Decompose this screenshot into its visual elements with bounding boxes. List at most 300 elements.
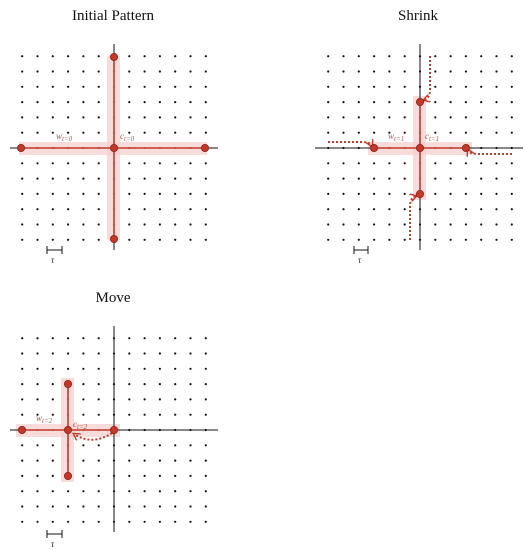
grid-dot bbox=[205, 383, 207, 385]
grid-dot bbox=[434, 223, 436, 225]
grid-dot bbox=[404, 132, 406, 134]
grid-dot bbox=[404, 193, 406, 195]
grid-dot bbox=[144, 337, 146, 339]
grid-dot bbox=[144, 368, 146, 370]
grid-dot bbox=[98, 86, 100, 88]
grid-dot bbox=[465, 86, 467, 88]
grid-dot bbox=[144, 383, 146, 385]
grid-dot bbox=[342, 55, 344, 57]
grid-dot bbox=[388, 162, 390, 164]
grid-dot bbox=[159, 101, 161, 103]
grid-dot bbox=[495, 101, 497, 103]
grid-dot bbox=[67, 86, 69, 88]
grid-dot bbox=[342, 239, 344, 241]
grid-dot bbox=[205, 55, 207, 57]
grid-dot bbox=[342, 70, 344, 72]
node-bottom bbox=[110, 235, 117, 242]
grid-dot bbox=[21, 460, 23, 462]
grid-dot bbox=[21, 398, 23, 400]
grid-dot bbox=[465, 132, 467, 134]
grid-dot bbox=[174, 70, 176, 72]
panel-shrink bbox=[315, 44, 523, 265]
grid-dot bbox=[21, 101, 23, 103]
grid-dot bbox=[21, 352, 23, 354]
grid-dot bbox=[205, 490, 207, 492]
grid-dot bbox=[98, 239, 100, 241]
grid-dot bbox=[144, 70, 146, 72]
grid-dot bbox=[342, 208, 344, 210]
grid-dot bbox=[67, 223, 69, 225]
grid-dot bbox=[327, 101, 329, 103]
grid-dot bbox=[511, 55, 513, 57]
grid-dot bbox=[450, 55, 452, 57]
grid-dot bbox=[388, 55, 390, 57]
grid-dot bbox=[128, 193, 130, 195]
panel-move bbox=[10, 326, 218, 549]
grid-dot bbox=[67, 352, 69, 354]
grid-dot bbox=[21, 505, 23, 507]
svg-text:τ: τ bbox=[51, 539, 55, 549]
grid-dot bbox=[174, 86, 176, 88]
grid-dot bbox=[128, 223, 130, 225]
grid-dot bbox=[373, 101, 375, 103]
grid-dot bbox=[82, 116, 84, 118]
grid-dot bbox=[82, 475, 84, 477]
grid-dot bbox=[21, 193, 23, 195]
grid-dot bbox=[159, 239, 161, 241]
grid-dot bbox=[358, 208, 360, 210]
grid-dot bbox=[342, 223, 344, 225]
shrink-arrow-left bbox=[328, 142, 372, 146]
grid-dot bbox=[144, 521, 146, 523]
grid-dot bbox=[205, 505, 207, 507]
grid-dot bbox=[128, 178, 130, 180]
grid-dot bbox=[144, 193, 146, 195]
shrink-arrow-right bbox=[468, 150, 512, 154]
grid-dot bbox=[128, 162, 130, 164]
grid-dot bbox=[511, 86, 513, 88]
grid-dot bbox=[174, 505, 176, 507]
grid-dot bbox=[327, 116, 329, 118]
grid-dot bbox=[327, 193, 329, 195]
grid-dot bbox=[388, 101, 390, 103]
grid-dot bbox=[21, 178, 23, 180]
grid-dot bbox=[36, 383, 38, 385]
grid-dot bbox=[82, 368, 84, 370]
grid-dot bbox=[52, 352, 54, 354]
grid-dot bbox=[36, 162, 38, 164]
grid-dot bbox=[128, 368, 130, 370]
grid-dot bbox=[98, 352, 100, 354]
grid-dot bbox=[82, 178, 84, 180]
grid-dot bbox=[358, 86, 360, 88]
grid-dot bbox=[174, 337, 176, 339]
node-center bbox=[64, 426, 71, 433]
grid-dot bbox=[205, 70, 207, 72]
grid-dot bbox=[434, 70, 436, 72]
grid-dot bbox=[144, 101, 146, 103]
grid-dot bbox=[67, 208, 69, 210]
grid-dot bbox=[159, 116, 161, 118]
grid-dot bbox=[52, 337, 54, 339]
grid-dot bbox=[404, 178, 406, 180]
grid-dot bbox=[52, 223, 54, 225]
grid-dot bbox=[450, 239, 452, 241]
grid-dot bbox=[480, 116, 482, 118]
grid-dot bbox=[189, 352, 191, 354]
grid-dot bbox=[159, 132, 161, 134]
grid-dot bbox=[98, 55, 100, 57]
grid-dot bbox=[82, 101, 84, 103]
grid-dot bbox=[144, 132, 146, 134]
grid-dot bbox=[144, 162, 146, 164]
grid-dot bbox=[21, 162, 23, 164]
grid-dot bbox=[189, 460, 191, 462]
grid-dot bbox=[36, 398, 38, 400]
grid-dot bbox=[373, 178, 375, 180]
grid-dot bbox=[465, 193, 467, 195]
grid-dot bbox=[128, 132, 130, 134]
c-label: $c_{t=1}$ bbox=[425, 131, 440, 143]
grid-dot bbox=[404, 223, 406, 225]
grid-dot bbox=[52, 490, 54, 492]
grid-dot bbox=[52, 101, 54, 103]
grid-dot bbox=[128, 337, 130, 339]
grid-dot bbox=[434, 178, 436, 180]
grid-dot bbox=[205, 86, 207, 88]
grid-dot bbox=[373, 162, 375, 164]
grid-dot bbox=[189, 86, 191, 88]
grid-dot bbox=[144, 86, 146, 88]
grid-dot bbox=[98, 414, 100, 416]
grid-dot bbox=[52, 193, 54, 195]
grid-dot bbox=[159, 193, 161, 195]
grid-dot bbox=[144, 475, 146, 477]
grid-dot bbox=[495, 178, 497, 180]
grid-dot bbox=[21, 70, 23, 72]
grid-dot bbox=[388, 223, 390, 225]
grid-dot bbox=[404, 70, 406, 72]
grid-dot bbox=[495, 162, 497, 164]
grid-dot bbox=[480, 208, 482, 210]
grid-dot bbox=[128, 352, 130, 354]
grid-dot bbox=[205, 223, 207, 225]
grid-dot bbox=[98, 132, 100, 134]
grid-dot bbox=[174, 178, 176, 180]
grid-dot bbox=[36, 505, 38, 507]
grid-dot bbox=[21, 475, 23, 477]
grid-dot bbox=[159, 208, 161, 210]
grid-dot bbox=[98, 193, 100, 195]
grid-dot bbox=[82, 70, 84, 72]
grid-dot bbox=[159, 162, 161, 164]
grid-dot bbox=[327, 223, 329, 225]
grid-dot bbox=[159, 55, 161, 57]
grid-dot bbox=[480, 162, 482, 164]
grid-dot bbox=[373, 70, 375, 72]
grid-dot bbox=[128, 475, 130, 477]
grid-dot bbox=[342, 132, 344, 134]
grid-dot bbox=[82, 193, 84, 195]
grid-dot bbox=[174, 414, 176, 416]
grid-dot bbox=[434, 193, 436, 195]
grid-dot bbox=[450, 86, 452, 88]
grid-dot bbox=[82, 337, 84, 339]
grid-dot bbox=[128, 55, 130, 57]
grid-dot bbox=[82, 86, 84, 88]
grid-dot bbox=[98, 368, 100, 370]
grid-dot bbox=[450, 208, 452, 210]
grid-dot bbox=[21, 368, 23, 370]
grid-dot bbox=[189, 337, 191, 339]
grid-dot bbox=[174, 490, 176, 492]
grid-dot bbox=[174, 162, 176, 164]
node-bottom bbox=[64, 472, 71, 479]
grid-dot bbox=[465, 223, 467, 225]
grid-dot bbox=[36, 223, 38, 225]
grid-dot bbox=[36, 475, 38, 477]
node-top bbox=[416, 98, 423, 105]
node-left bbox=[370, 144, 377, 151]
grid-dot bbox=[67, 178, 69, 180]
grid-dot bbox=[495, 208, 497, 210]
grid-dot bbox=[495, 239, 497, 241]
grid-dot bbox=[67, 55, 69, 57]
node-center bbox=[416, 144, 423, 151]
grid-dot bbox=[36, 352, 38, 354]
grid-dot bbox=[52, 162, 54, 164]
grid-dot bbox=[98, 116, 100, 118]
grid-dot bbox=[159, 223, 161, 225]
grid-dot bbox=[358, 193, 360, 195]
grid-dot bbox=[434, 86, 436, 88]
grid-dot bbox=[144, 444, 146, 446]
grid-dot bbox=[82, 521, 84, 523]
grid-dot bbox=[189, 223, 191, 225]
grid-dot bbox=[36, 132, 38, 134]
grid-dot bbox=[327, 239, 329, 241]
shrink-arrow-top bbox=[424, 56, 430, 100]
grid-dot bbox=[358, 223, 360, 225]
grid-dot bbox=[189, 178, 191, 180]
grid-dot bbox=[128, 490, 130, 492]
grid-dot bbox=[327, 132, 329, 134]
grid-dot bbox=[189, 116, 191, 118]
grid-dot bbox=[98, 444, 100, 446]
grid-dot bbox=[373, 223, 375, 225]
grid-dot bbox=[450, 162, 452, 164]
grid-dot bbox=[36, 178, 38, 180]
c-label: $c_{t=2}$ bbox=[73, 419, 88, 431]
grid-dot bbox=[174, 223, 176, 225]
grid-dot bbox=[36, 55, 38, 57]
grid-dot bbox=[465, 162, 467, 164]
grid-dot bbox=[128, 86, 130, 88]
grid-dot bbox=[52, 70, 54, 72]
grid-dot bbox=[67, 193, 69, 195]
grid-dot bbox=[404, 101, 406, 103]
grid-dot bbox=[388, 178, 390, 180]
grid-dot bbox=[52, 368, 54, 370]
grid-dot bbox=[67, 70, 69, 72]
grid-dot bbox=[52, 239, 54, 241]
grid-dot bbox=[36, 337, 38, 339]
grid-dot bbox=[450, 132, 452, 134]
grid-dot bbox=[189, 368, 191, 370]
grid-dot bbox=[144, 239, 146, 241]
panel-title-initial: Initial Pattern bbox=[71, 8, 155, 24]
grid-dot bbox=[52, 208, 54, 210]
grid-dot bbox=[205, 444, 207, 446]
grid-dot bbox=[358, 70, 360, 72]
grid-dot bbox=[174, 239, 176, 241]
grid-dot bbox=[159, 368, 161, 370]
grid-dot bbox=[67, 368, 69, 370]
grid-dot bbox=[189, 490, 191, 492]
grid-dot bbox=[174, 460, 176, 462]
grid-dot bbox=[128, 101, 130, 103]
grid-dot bbox=[342, 86, 344, 88]
grid-dot bbox=[128, 116, 130, 118]
grid-dot bbox=[465, 208, 467, 210]
w-label: $w_{t=0}$ bbox=[56, 131, 73, 143]
grid-dot bbox=[358, 178, 360, 180]
grid-dot bbox=[434, 101, 436, 103]
grid-dot bbox=[98, 521, 100, 523]
grid-dot bbox=[174, 521, 176, 523]
grid-dot bbox=[144, 505, 146, 507]
node-bottom bbox=[416, 190, 423, 197]
grid-dot bbox=[511, 162, 513, 164]
grid-dot bbox=[159, 521, 161, 523]
grid-dot bbox=[205, 521, 207, 523]
node-right bbox=[201, 144, 208, 151]
grid-dot bbox=[511, 132, 513, 134]
grid-dot bbox=[404, 239, 406, 241]
grid-dot bbox=[52, 505, 54, 507]
grid-dot bbox=[465, 239, 467, 241]
grid-dot bbox=[98, 337, 100, 339]
grid-dot bbox=[36, 208, 38, 210]
tau-scale bbox=[354, 246, 368, 265]
grid-dot bbox=[174, 475, 176, 477]
grid-dot bbox=[82, 239, 84, 241]
grid-dot bbox=[480, 132, 482, 134]
grid-dot bbox=[327, 86, 329, 88]
grid-dot bbox=[205, 414, 207, 416]
grid-dot bbox=[327, 55, 329, 57]
grid-dot bbox=[82, 55, 84, 57]
node-center bbox=[110, 144, 117, 151]
grid-dot bbox=[465, 101, 467, 103]
grid-dot bbox=[434, 55, 436, 57]
grid-dot bbox=[388, 86, 390, 88]
grid-dot bbox=[205, 460, 207, 462]
grid-dot bbox=[67, 239, 69, 241]
grid-dot bbox=[67, 337, 69, 339]
grid-dot bbox=[174, 444, 176, 446]
grid-dot bbox=[434, 162, 436, 164]
grid-dot bbox=[98, 162, 100, 164]
grid-dot bbox=[205, 239, 207, 241]
grid-dot bbox=[144, 223, 146, 225]
grid-dot bbox=[67, 505, 69, 507]
grid-dot bbox=[21, 116, 23, 118]
grid-dot bbox=[189, 208, 191, 210]
grid-dot bbox=[52, 475, 54, 477]
grid-dot bbox=[373, 239, 375, 241]
grid-dot bbox=[465, 70, 467, 72]
grid-dot bbox=[189, 505, 191, 507]
grid-dot bbox=[52, 86, 54, 88]
grid-dot bbox=[144, 398, 146, 400]
grid-dot bbox=[98, 223, 100, 225]
grid-dot bbox=[144, 208, 146, 210]
grid-dot bbox=[174, 208, 176, 210]
grid-dot bbox=[82, 414, 84, 416]
grid-dot bbox=[144, 55, 146, 57]
grid-dot bbox=[358, 55, 360, 57]
grid-dot bbox=[327, 178, 329, 180]
grid-dot bbox=[128, 239, 130, 241]
grid-dot bbox=[205, 116, 207, 118]
grid-dot bbox=[36, 101, 38, 103]
grid-dot bbox=[495, 55, 497, 57]
grid-dot bbox=[205, 101, 207, 103]
grid-dot bbox=[465, 55, 467, 57]
grid-dot bbox=[98, 178, 100, 180]
grid-dot bbox=[144, 352, 146, 354]
grid-dot bbox=[342, 116, 344, 118]
grid-dot bbox=[388, 116, 390, 118]
grid-dot bbox=[511, 223, 513, 225]
grid-dot bbox=[388, 208, 390, 210]
grid-dot bbox=[82, 490, 84, 492]
svg-text:τ: τ bbox=[51, 255, 55, 265]
grid-dot bbox=[205, 398, 207, 400]
w-label: $w_{t=2}$ bbox=[36, 413, 53, 425]
grid-dot bbox=[327, 162, 329, 164]
grid-dot bbox=[342, 178, 344, 180]
w-label: $w_{t=1}$ bbox=[388, 131, 405, 143]
grid-dot bbox=[67, 101, 69, 103]
grid-dot bbox=[128, 521, 130, 523]
grid-dot bbox=[82, 444, 84, 446]
grid-dot bbox=[205, 475, 207, 477]
grid-dot bbox=[480, 55, 482, 57]
grid-dot bbox=[174, 193, 176, 195]
grid-dot bbox=[67, 116, 69, 118]
grid-dot bbox=[159, 70, 161, 72]
grid-dot bbox=[358, 239, 360, 241]
svg-text:τ: τ bbox=[358, 255, 362, 265]
grid-dot bbox=[21, 223, 23, 225]
grid-dot bbox=[404, 86, 406, 88]
grid-dot bbox=[21, 337, 23, 339]
grid-dot bbox=[21, 132, 23, 134]
grid-dot bbox=[465, 178, 467, 180]
grid-dot bbox=[495, 132, 497, 134]
grid-dot bbox=[373, 86, 375, 88]
grid-dot bbox=[388, 193, 390, 195]
grid-dot bbox=[450, 70, 452, 72]
grid-dot bbox=[189, 193, 191, 195]
grid-dot bbox=[480, 223, 482, 225]
grid-dot bbox=[373, 193, 375, 195]
grid-dot bbox=[174, 132, 176, 134]
grid-dot bbox=[36, 193, 38, 195]
grid-dot bbox=[98, 70, 100, 72]
